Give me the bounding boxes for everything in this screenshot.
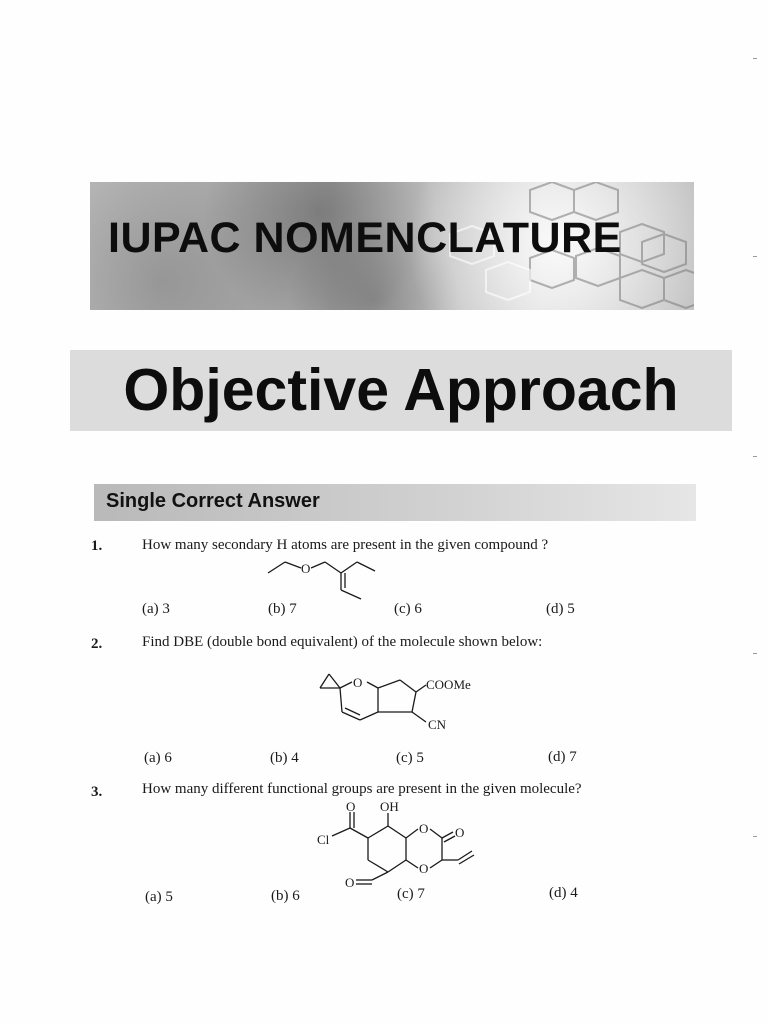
question-2-nitrile-label: CN xyxy=(428,717,447,732)
question-1-option-c[interactable]: (c) 6 xyxy=(394,601,422,617)
question-3-acid-chloride-o-label: O xyxy=(346,799,356,814)
question-3-structure xyxy=(312,798,482,890)
question-3-option-b[interactable]: (b) 6 xyxy=(271,888,300,904)
question-3-number: 3. xyxy=(91,784,103,800)
question-3-hydroxyl-label: OH xyxy=(380,799,399,814)
question-2-oxygen-label: O xyxy=(353,675,363,690)
scan-mark xyxy=(753,456,757,457)
question-2-option-a[interactable]: (a) 6 xyxy=(144,750,172,766)
question-3-text: How many different functional groups are present in the given molecule? xyxy=(142,781,582,797)
question-2-number: 2. xyxy=(91,636,103,652)
question-2-structure xyxy=(312,668,482,738)
question-2-text: Find DBE (double bond equivalent) of the molecule shown below: xyxy=(142,634,543,650)
question-3-ring-oxygen-2-label: O xyxy=(419,861,429,876)
question-3-chlorine-label: Cl xyxy=(317,832,330,847)
section-title: Single Correct Answer xyxy=(106,490,320,512)
question-2-option-b[interactable]: (b) 4 xyxy=(270,750,299,766)
question-2-ester-label: COOMe xyxy=(426,677,471,692)
title-banner xyxy=(90,182,694,310)
question-3-option-a[interactable]: (a) 5 xyxy=(145,889,173,905)
scan-mark xyxy=(753,653,757,654)
banner-title: IUPAC NOMENCLATURE xyxy=(108,214,622,262)
scan-mark xyxy=(753,836,757,837)
question-1-number: 1. xyxy=(91,538,103,554)
question-3-option-d[interactable]: (d) 4 xyxy=(549,885,578,901)
question-3-option-c[interactable]: (c) 7 xyxy=(397,886,425,902)
question-1-text: How many secondary H atoms are present in the given compound ? xyxy=(142,537,549,553)
scan-mark xyxy=(753,256,757,257)
question-3-ring-oxygen-1-label: O xyxy=(419,821,429,836)
question-2-option-c[interactable]: (c) 5 xyxy=(396,750,424,766)
question-1-structure xyxy=(265,553,395,603)
question-1-oxygen-label: O xyxy=(301,561,311,576)
question-3-aldehyde-o-label: O xyxy=(345,875,355,890)
section-header xyxy=(94,484,696,521)
question-1-option-d[interactable]: (d) 5 xyxy=(546,601,575,617)
scan-mark xyxy=(753,58,757,59)
question-2-option-d[interactable]: (d) 7 xyxy=(548,749,577,765)
question-1-option-a[interactable]: (a) 3 xyxy=(142,601,170,617)
question-1-option-b[interactable]: (b) 7 xyxy=(268,601,297,617)
chapter-heading: Objective Approach xyxy=(123,357,679,423)
question-3-ring-carbonyl-o-label: O xyxy=(455,825,465,840)
chapter-heading-box xyxy=(70,350,732,431)
